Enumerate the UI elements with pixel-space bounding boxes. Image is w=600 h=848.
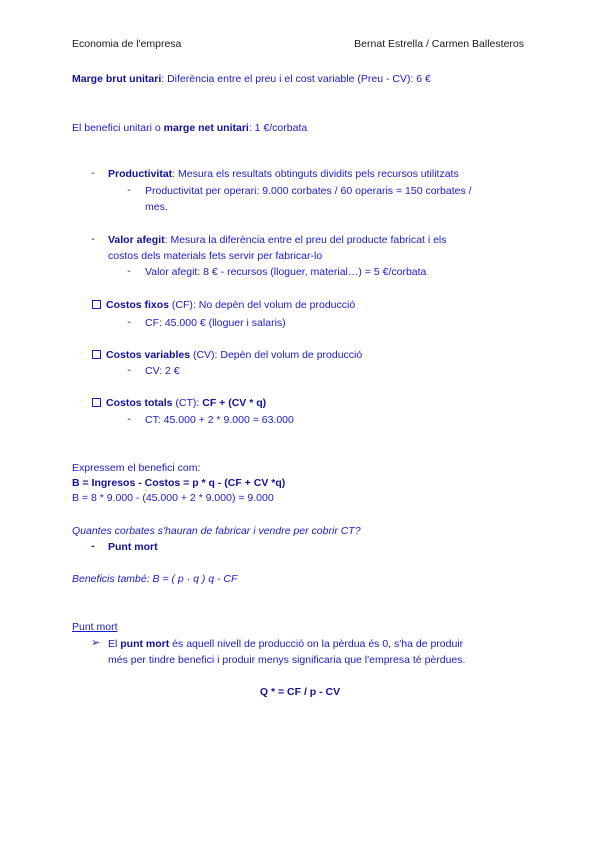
checkbox-square-icon [92,398,101,407]
costos-variables-sub: CV: 2 € [145,365,180,377]
costos-fixos-text: (CF): No depèn del volum de producció [169,299,356,311]
valor-afegit-term: Valor afegit [108,234,165,246]
benefici-intro: Expressem el benefici com: [72,462,201,474]
sub-bullet: - [127,265,131,277]
sub-bullet: - [127,316,131,328]
punt-mort-term: punt mort [120,638,170,650]
productivitat-line [108,167,459,181]
benefici-unitari-line [72,121,307,135]
checkbox-square-icon [92,350,101,359]
costos-fixos-sub: CF: 45.000 € (lloguer i salaris) [145,317,286,329]
costos-totals-text: (CT): [172,397,203,409]
marge-brut-text: : Diferència entre el preu i el cost variable (Preu - CV): 6 € [161,73,431,85]
punt-mort-text: és aquell nivell de producció on la pèrdua és 0, s'ha de produir [169,638,464,650]
punt-mort-line1 [108,637,463,651]
benefici-tambe: Beneficis també: B = ( p · q ) q - CF [72,573,238,585]
punt-mort-heading: Punt mort [72,621,118,633]
sub-bullet: - [127,364,131,376]
productivitat-text: : Mesura els resultats obtinguts dividits pels recursos utilitzats [172,168,459,180]
productivitat-term: Productivitat [108,168,173,180]
costos-fixos-term: Costos fixos [106,299,170,311]
marge-brut-line [72,72,431,86]
benefici-unitari-pre: El benefici unitari o [72,122,164,134]
sub-bullet: - [127,413,131,425]
costos-totals-line [92,396,266,410]
benefici-unitari-term: marge net unitari [163,122,249,134]
arrow-bullet-icon: ➢ [91,637,101,649]
costos-variables-term: Costos variables [106,349,191,361]
benefici-formula: B = Ingresos - Costos = p * q - (CF + CV *q) [72,477,286,489]
punt-mort-pre: El [108,638,121,650]
valor-afegit-text: : Mesura la diferència entre el preu del producte fabricat i els [164,234,447,246]
sub-bullet: - [127,184,131,196]
benefici-calc: B = 8 * 9.000 - (45.000 + 2 * 9.000) = 9.000 [72,492,274,504]
pregunta-answer: Punt mort [108,541,158,553]
list-bullet: - [91,167,95,179]
pregunta-text: Quantes corbates s'hauran de fabricar i vendre per cobrir CT? [72,525,361,537]
valor-afegit-sub: Valor afegit: 8 € - recursos (lloguer, material…) = 5 €/corbata [145,266,427,278]
productivitat-sub-line1: Productivitat per operari: 9.000 corbates / 60 operaris = 150 corbates / [145,185,472,197]
benefici-unitari-post: : 1 €/corbata [248,122,308,134]
list-bullet: - [91,233,95,245]
costos-totals-formula: CF + (CV * q) [202,397,267,409]
list-bullet: - [91,540,95,552]
punt-mort-formula: Q * = CF / p - CV [259,686,341,698]
punt-mort-line2: més per tindre benefici i produir menys significaria que l'empresa té pèrdues. [108,654,466,666]
costos-variables-line [92,348,362,362]
costos-totals-sub: CT: 45.000 + 2 * 9.000 = 63.000 [145,414,294,426]
valor-afegit-line1 [108,233,447,247]
marge-brut-term: Marge brut unitari [72,73,162,85]
costos-fixos-line [92,298,355,312]
productivitat-sub-line2: mes. [145,201,168,213]
valor-afegit-line2: costos dels materials fets servir per fabricar-lo [108,250,323,262]
header-subject: Economia de l'empresa [72,38,182,50]
costos-totals-term: Costos totals [106,397,173,409]
checkbox-square-icon [92,300,101,309]
costos-variables-text: (CV): Depèn del volum de producció [190,349,363,361]
header-authors: Bernat Estrella / Carmen Ballesteros [354,38,524,50]
